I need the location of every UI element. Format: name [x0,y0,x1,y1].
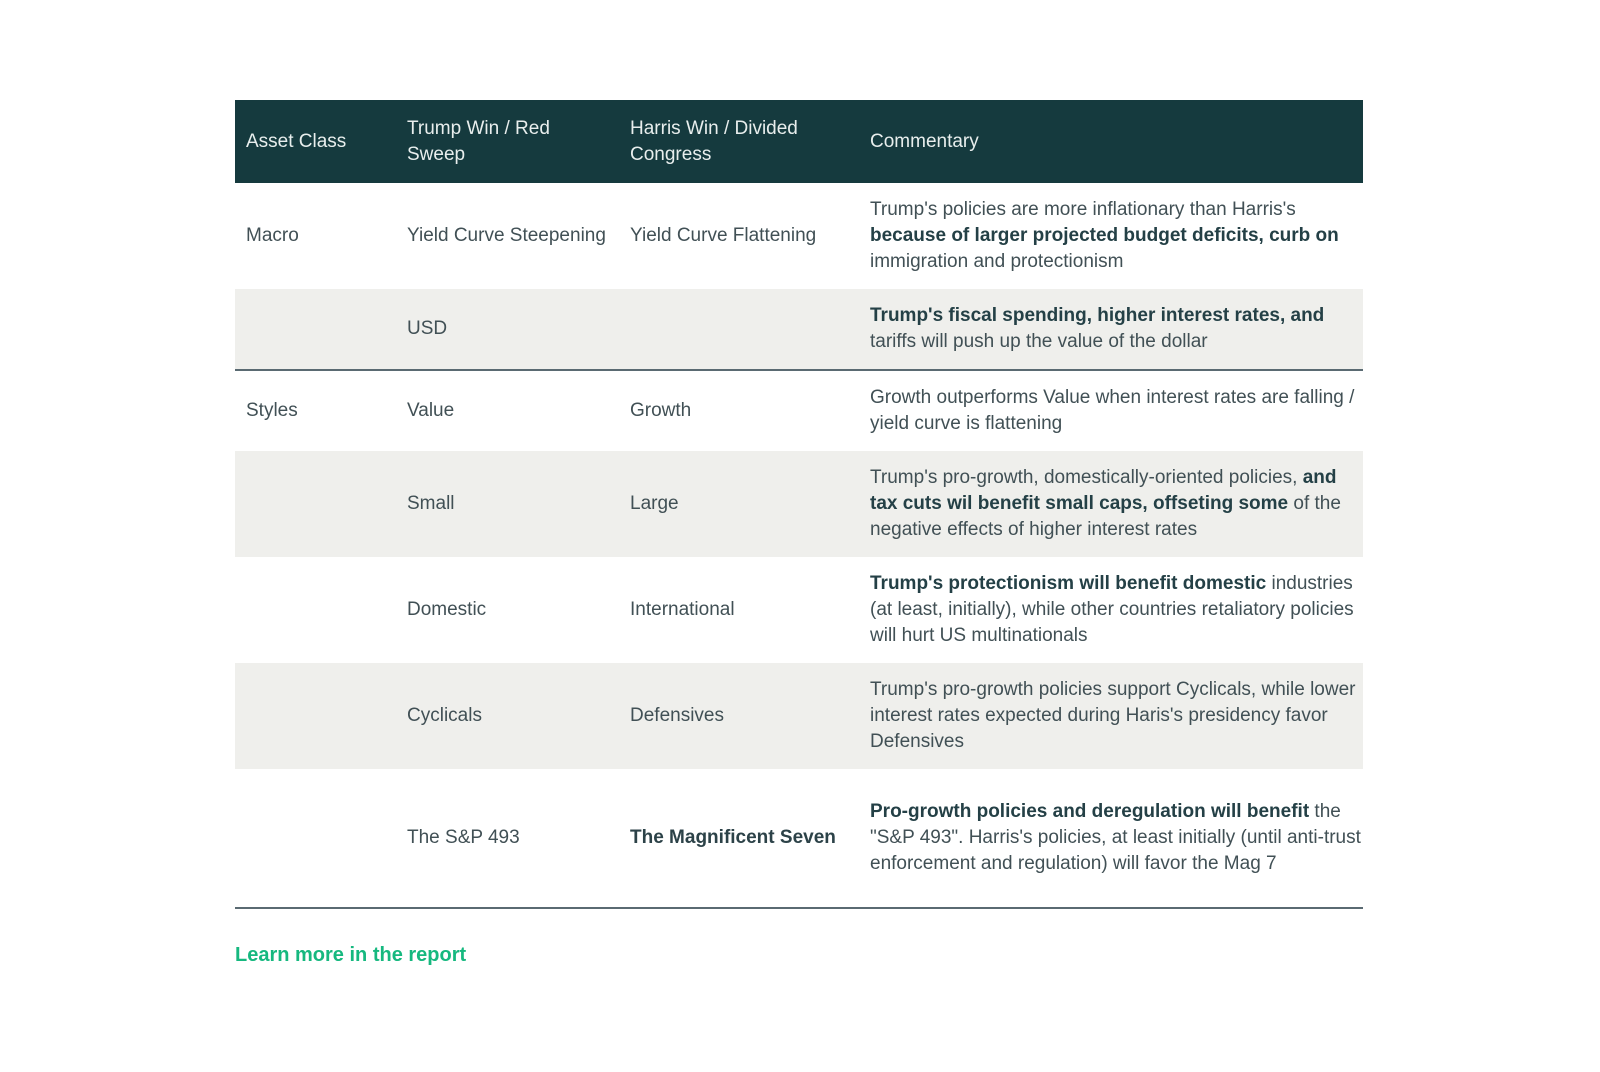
trump-cell: Cyclicals [407,705,482,726]
commentary-cell: Trump's policies are more inflationary than Harris's because of larger projected budget deficits, curb on immigration and protectionism [870,199,1339,272]
commentary-cell: Trump's pro-growth, domestically-oriented policies, and tax cuts wil benefit small caps, offseting some of the negative effects of higher interest rates [870,467,1341,540]
trump-cell: Yield Curve Steepening [407,225,606,246]
table-row [235,451,1363,557]
harris-cell: Growth [630,400,692,421]
commentary-cell: Growth outperforms Value when interest rates are falling / yield curve is flattening [870,387,1355,434]
table-row [235,289,1363,371]
table-row [235,663,1363,769]
header-harris-win: Harris Win / Divided Congress [630,117,798,165]
trump-cell: Small [407,493,455,514]
table-header-row [235,100,1363,183]
table-row [235,371,1363,451]
header-asset-class: Asset Class [246,130,347,152]
table-row [235,183,1363,289]
trump-cell: USD [407,318,448,339]
table-row [235,769,1363,909]
learn-more-link[interactable]: Learn more in the report [235,944,467,966]
commentary-cell: Trump's fiscal spending, higher interest rates, and tariffs will push up the value of the dollar [870,305,1325,352]
commentary-cell: Pro-growth policies and deregulation will benefit the "S&P 493". Harris's policies, at least initially (until anti-trust enforcement and regulation) will favor the Mag 7 [870,801,1361,874]
trump-cell: Domestic [407,599,487,620]
table-row [235,557,1363,663]
harris-cell: The Magnificent Seven [630,827,836,848]
harris-cell: Large [630,493,679,514]
header-commentary: Commentary [870,130,979,152]
header-trump-win: Trump Win / Red Sweep [407,117,550,165]
trump-cell: Value [407,400,455,421]
trump-cell: The S&P 493 [407,827,520,848]
harris-cell: Defensives [630,705,724,726]
asset-scenario-table [235,100,1363,909]
asset-class-cell: Macro [246,225,299,246]
harris-cell: Yield Curve Flattening [630,225,817,246]
commentary-cell: Trump's pro-growth policies support Cyclicals, while lower interest rates expected during Haris's presidency favor Defensives [870,679,1356,752]
commentary-cell: Trump's protectionism will benefit domestic industries (at least, initially), while other countries retaliatory policies will hurt US multinationals [870,573,1354,646]
harris-cell: International [630,599,735,620]
asset-class-cell: Styles [246,400,298,421]
